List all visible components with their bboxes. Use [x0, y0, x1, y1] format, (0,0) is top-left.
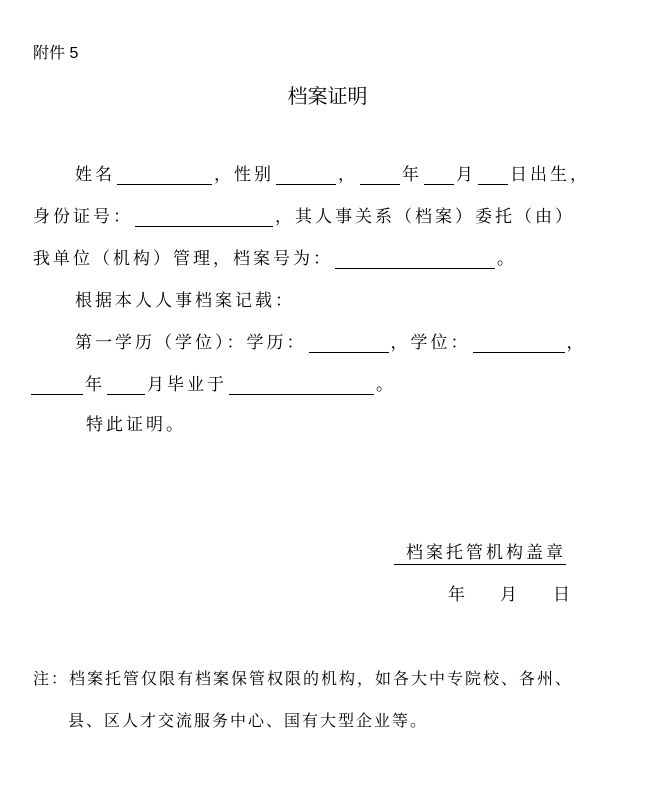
- name-blank[interactable]: [117, 166, 212, 185]
- archive-number-line: [33, 249, 517, 269]
- birth-day-blank[interactable]: [478, 166, 508, 185]
- school-blank[interactable]: [229, 376, 374, 395]
- gender-label: ，性别: [214, 165, 274, 185]
- seal-day-label: 日: [553, 585, 570, 605]
- graduated-label: 月毕业于: [147, 375, 227, 395]
- managed-text: 我单位（机构）管理，档案号为：: [33, 249, 333, 269]
- birth-month-blank[interactable]: [424, 166, 454, 185]
- note-line-1: 注：档案托管仅限有档案保管权限的机构，如各大中专院校、各州、: [33, 669, 574, 688]
- gender-blank[interactable]: [276, 166, 336, 185]
- graduation-line: [31, 375, 396, 395]
- certify-text: 特此证明。: [86, 415, 186, 435]
- seal-month-label: 月: [500, 585, 517, 605]
- education-line: [75, 333, 587, 353]
- name-label: 姓名: [75, 165, 115, 185]
- name-gender-birth-line: [75, 165, 590, 185]
- relation-text: ，其人事关系（档案）委托（由）: [275, 207, 575, 227]
- id-line: [33, 207, 575, 227]
- id-number-blank[interactable]: [135, 208, 273, 227]
- birth-year-blank[interactable]: [360, 166, 400, 185]
- comma: ，: [566, 333, 587, 353]
- comma: ，: [338, 165, 358, 185]
- page-title: 档案证明: [287, 84, 368, 108]
- degree-label: ，学位：: [390, 333, 471, 353]
- archive-number-blank[interactable]: [335, 250, 495, 269]
- period: 。: [497, 249, 517, 269]
- month-label: 月: [456, 165, 476, 185]
- record-intro: 根据本人人事档案记载：: [75, 291, 295, 311]
- grad-year-blank[interactable]: [31, 376, 83, 395]
- seal-date: [448, 580, 570, 605]
- grad-month-blank[interactable]: [107, 376, 145, 395]
- education-blank[interactable]: [309, 334, 389, 353]
- day-birth-label: 日出生，: [510, 165, 590, 185]
- seal-year-label: 年: [448, 585, 465, 605]
- note-line-2: 县、区人才交流服务中心、国有大型企业等。: [68, 711, 429, 730]
- attachment-label: 附件 5: [33, 45, 79, 62]
- seal-label: 档案托管机构盖章: [394, 538, 566, 565]
- degree-blank[interactable]: [473, 334, 565, 353]
- year-label: 年: [402, 165, 422, 185]
- education-label: 第一学历（学位）：学历：: [75, 333, 307, 353]
- period: 。: [376, 375, 396, 395]
- year-label: 年: [85, 375, 105, 395]
- id-label: 身份证号：: [33, 207, 133, 227]
